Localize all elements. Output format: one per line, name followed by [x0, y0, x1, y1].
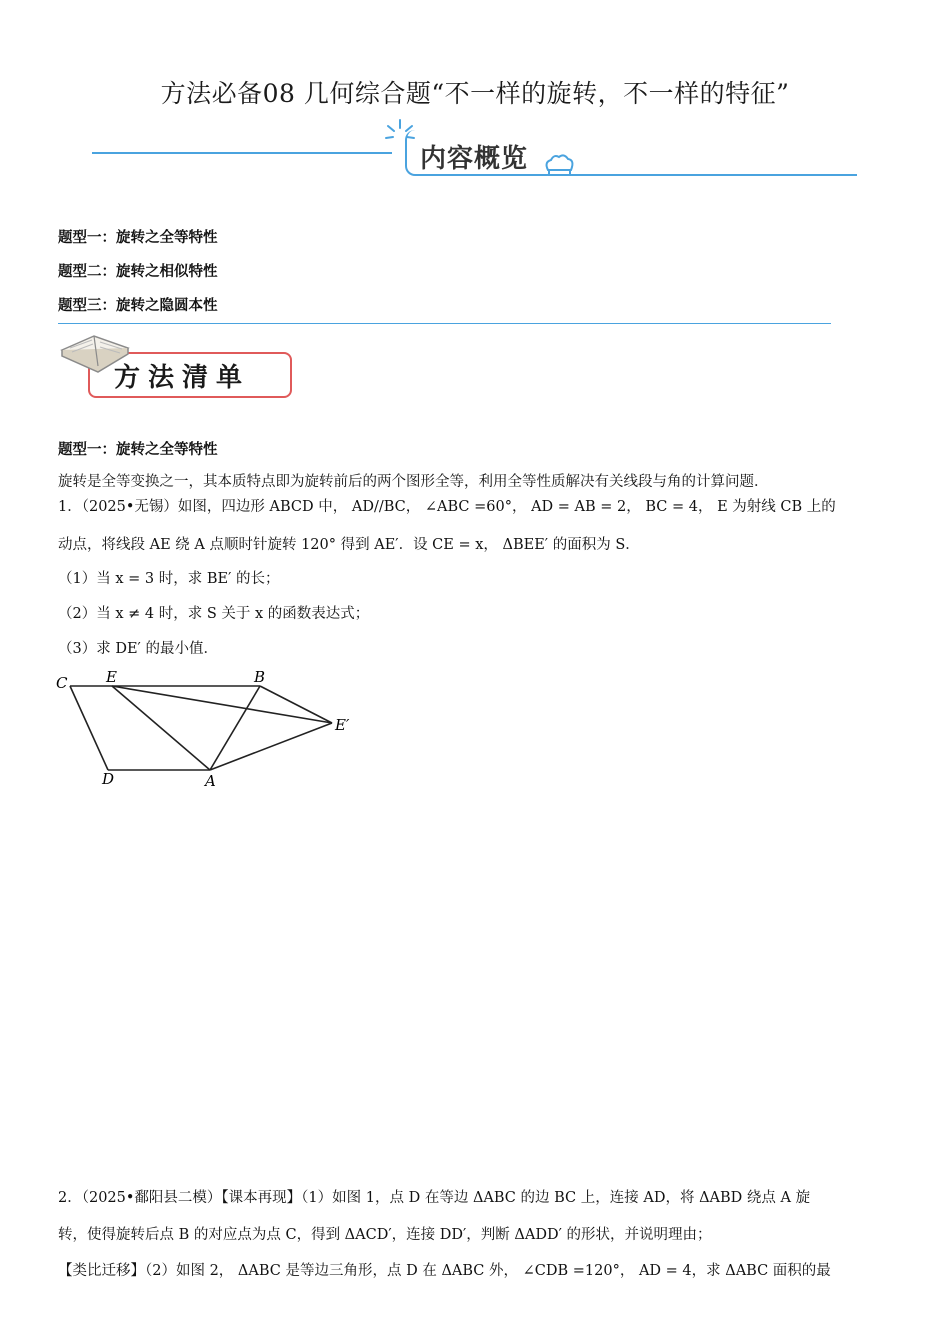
section-heading: 题型一：旋转之全等特性: [58, 442, 218, 458]
question-2-line-3: 【类比迁移】（2）如图 2， ΔABC 是等边三角形，点 D 在 ΔABC 外， ∠CDB =120°， AD = 4，求 ΔABC 面积的最: [58, 1263, 831, 1279]
question-1-part-1: （1）当 x = 3 时，求 BE′ 的长；: [58, 571, 280, 587]
label-c: C: [56, 674, 68, 692]
banner-line-right: [555, 174, 857, 176]
banner-label: 内容概览: [420, 144, 529, 174]
label-e-prime: E′: [335, 716, 350, 734]
question-2-line-1: 2．（2025•鄱阳县二模）【课本再现】（1）如图 1，点 D 在等边 ΔABC 的边 BC 上，连接 AD，将 ΔABD 绕点 A 旋: [58, 1190, 811, 1206]
question-1-part-3: （3）求 DE′ 的最小值．: [58, 641, 218, 657]
chef-hat-icon: [542, 152, 576, 178]
question-1-part-2: （2）当 x ≠ 4 时，求 S 关于 x 的函数表达式；: [58, 606, 370, 622]
label-b: B: [254, 668, 266, 686]
page-title: 方法必备08 几何综合题“不一样的旋转，不一样的特征”: [160, 79, 790, 108]
question-1-line-2: 动点，将线段 AE 绕 A 点顺时针旋转 120° 得到 AE′．设 CE = x， ΔBEE′ 的面积为 S．: [58, 537, 640, 553]
label-a: A: [205, 772, 216, 790]
question-2-line-2: 转，使得旋转后点 B 的对应点为点 C，得到 ΔACD′，连接 DD′，判断 ΔADD′ 的形状，并说明理由；: [58, 1227, 712, 1243]
banner-line-left: [92, 152, 392, 154]
segment-ae-prime: [210, 723, 332, 770]
toc-item-2: 题型二：旋转之相似特性: [58, 264, 218, 280]
toc-item-3: 题型三：旋转之隐圆本性: [58, 298, 218, 314]
segment-ab: [210, 686, 260, 770]
question-1-line-1: 1．（2025•无锡）如图，四边形 ABCD 中， AD//BC， ∠ABC =60°， AD = AB = 2， BC = 4， E 为射线 CB 上的: [58, 499, 836, 515]
toc-item-1: 题型一：旋转之全等特性: [58, 230, 218, 246]
geometry-figure-1: [50, 666, 370, 794]
segment-ee-prime: [112, 686, 332, 723]
segment-ae: [112, 686, 210, 770]
label-e: E: [106, 668, 117, 686]
segment-cd: [70, 686, 108, 770]
label-d: D: [102, 770, 115, 788]
section-intro: 旋转是全等变换之一，其本质特点即为旋转前后的两个图形全等，利用全等性质解决有关线段与角的计算问题．: [58, 474, 769, 490]
sparkle-icon: [382, 118, 418, 148]
divider-line: [58, 323, 831, 324]
method-banner-label: 方法清单: [114, 363, 251, 393]
